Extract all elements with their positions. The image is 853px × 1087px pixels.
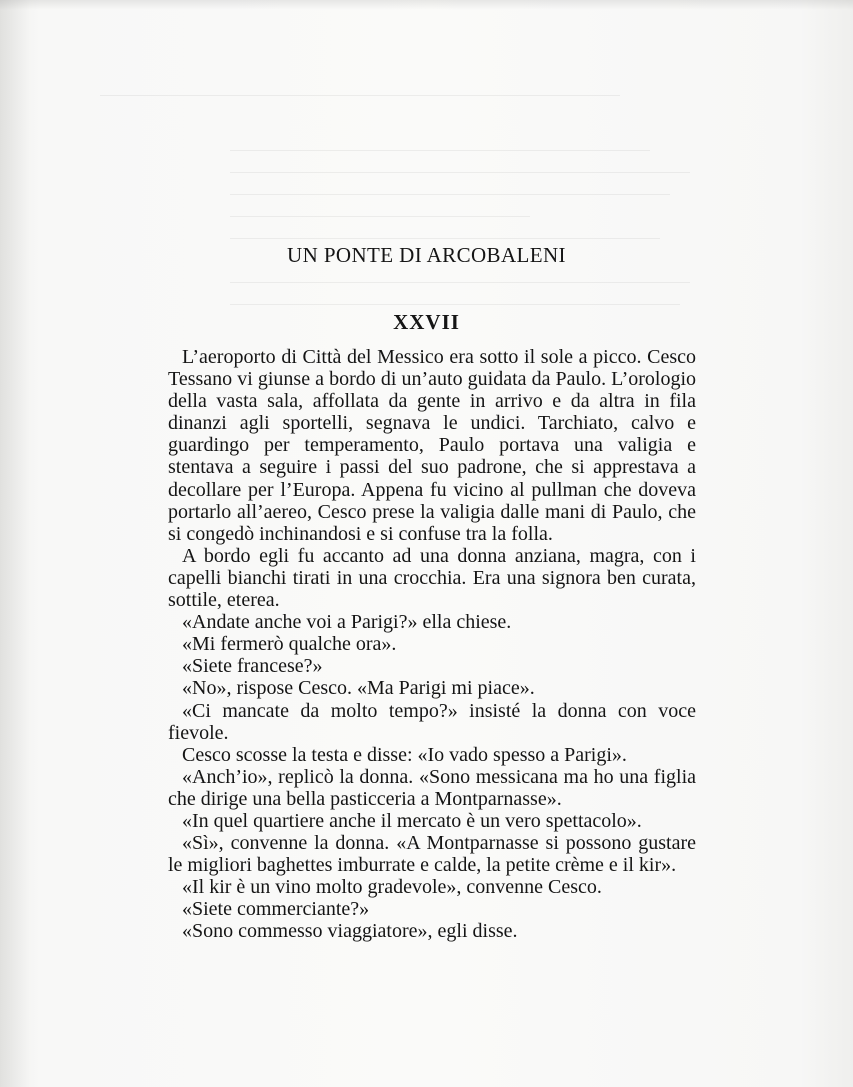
show-through-mark bbox=[230, 216, 530, 217]
show-through-mark bbox=[100, 95, 620, 96]
show-through-mark bbox=[230, 238, 660, 239]
paragraph: L’aeroporto di Città del Messico era sotto il sole a picco. Cesco Tessano vi giunse a bordo di un’auto guidata da Paulo. L’orologio della vasta sala, affollata da gente in arrivo e da altra in fila dinanzi agli sportelli, segnava le undici. Tarchiato, calvo e guardingo per temperamento, Paulo portava una valigia e stentava a seguire i passi del suo padrone, che si apprestava a decollare per l’Europa. Appena fu vicino al pullman che doveva portarlo all’aereo, Cesco prese la valigia dalle mani di Paulo, che si congedò inchinandosi e si confuse tra la folla. bbox=[168, 346, 696, 545]
show-through-mark bbox=[230, 194, 670, 195]
dialogue-line: Cesco scosse la testa e disse: «Io vado spesso a Parigi». bbox=[182, 743, 627, 766]
chapter-title: UN PONTE DI ARCOBALENI bbox=[287, 243, 566, 267]
dialogue-line: «Mi fermerò qualche ora». bbox=[182, 633, 397, 656]
show-through-mark bbox=[230, 172, 690, 173]
dialogue-line: «Il kir è un vino molto gradevole», convenne Cesco. bbox=[182, 876, 602, 899]
dialogue-line: «Siete commerciante?» bbox=[182, 898, 370, 921]
show-through-mark bbox=[230, 150, 650, 151]
show-through-mark bbox=[230, 304, 680, 305]
show-through-mark bbox=[230, 282, 690, 283]
dialogue-line: «Sì», convenne la donna. «A Montparnasse si possono gustare le migliori baghettes imburrate e calde, la petite crème e il kir». bbox=[168, 832, 696, 877]
dialogue-line: «Siete francese?» bbox=[182, 655, 323, 678]
page-top-shadow bbox=[0, 0, 853, 10]
paragraph: A bordo egli fu accanto ad una donna anziana, magra, con i capelli bianchi tirati in una crocchia. Era una signora ben curata, sottile, eterea. bbox=[168, 544, 696, 612]
chapter-number: XXVII bbox=[393, 310, 460, 334]
dialogue-line: «Ci mancate da molto tempo?» insisté la donna con voce fievole. bbox=[168, 699, 696, 744]
dialogue-line: «In quel quartiere anche il mercato è un vero spettacolo». bbox=[182, 809, 642, 832]
chapter-body bbox=[168, 346, 696, 943]
dialogue-line: «No», rispose Cesco. «Ma Parigi mi piace». bbox=[182, 677, 535, 700]
page-left-shadow bbox=[0, 0, 30, 1087]
dialogue-line: «Anch’io», replicò la donna. «Sono messicana ma ho una figlia che dirige una bella pasticceria a Montparnasse». bbox=[168, 765, 696, 810]
dialogue-line: «Sono commesso viaggiatore», egli disse. bbox=[182, 920, 518, 943]
dialogue-line: «Andate anche voi a Parigi?» ella chiese. bbox=[182, 611, 512, 634]
